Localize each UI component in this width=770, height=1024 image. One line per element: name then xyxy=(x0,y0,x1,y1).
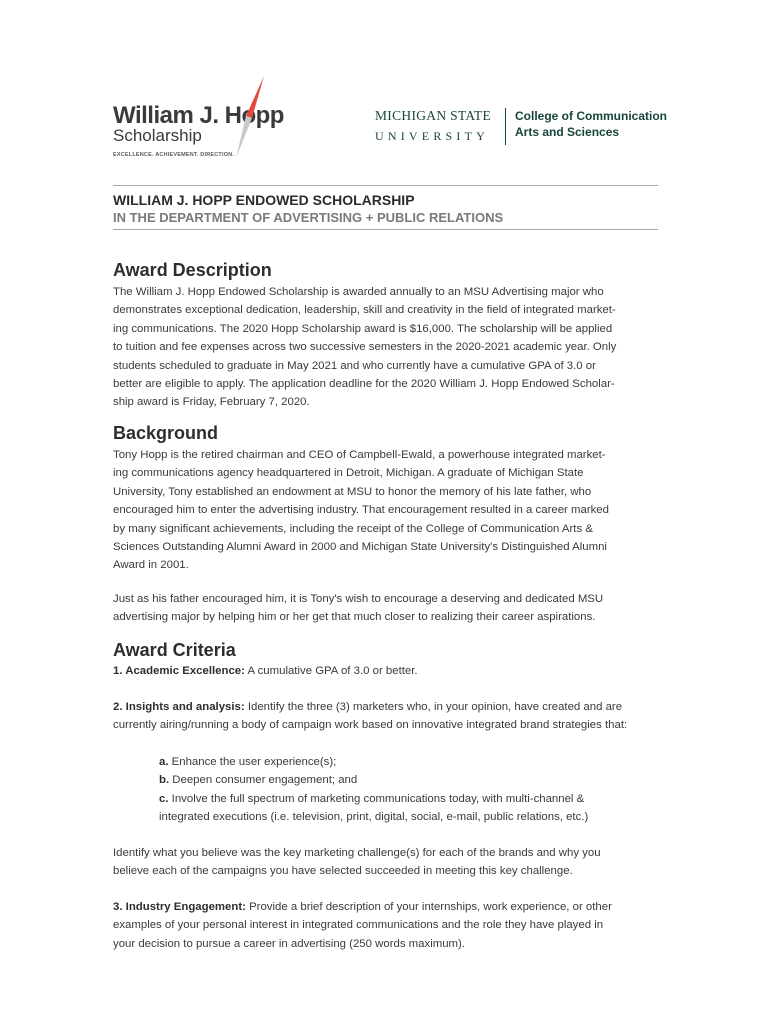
document-title: WILLIAM J. HOPP ENDOWED SCHOLARSHIP xyxy=(113,192,415,208)
msu-college-logo xyxy=(375,108,668,148)
text-line: Tony Hopp is the retired chairman and CEO of Campbell-Ewald, a powerhouse integrated market- xyxy=(113,449,606,461)
background-heading: Background xyxy=(113,423,219,443)
hopp-scholarship-logo xyxy=(113,80,303,162)
text-line: better are eligible to apply. The application deadline for the 2020 William J. Hopp Endowed Scholar- xyxy=(113,378,615,391)
criterion-1-text: A cumulative GPA of 3.0 or better. xyxy=(244,665,418,677)
criterion-2 xyxy=(113,698,658,735)
college-name-line2: Arts and Sciences xyxy=(515,125,620,139)
text-line: by many significant achievements, including the receipt of the College of Communication Arts & xyxy=(113,522,593,535)
text-line: Identify what you believe was the key marketing challenge(s) for each of the brands and why you xyxy=(113,847,601,859)
text-line: ing communications. The 2020 Hopp Scholarship award is $16,000. The scholarship will be applied xyxy=(113,322,613,335)
sublist-item-a xyxy=(159,753,659,771)
hopp-logo-sub: Scholarship xyxy=(113,126,202,145)
sublist-text-b: Deepen consumer engagement; and xyxy=(169,774,358,787)
hopp-logo-tagline: EXCELLENCE. ACHIEVEMENT. DIRECTION. xyxy=(113,152,235,158)
document-subtitle: IN THE DEPARTMENT OF ADVERTISING + PUBLIC RELATIONS xyxy=(113,210,504,225)
background-paragraph-1 xyxy=(113,446,658,575)
text-line xyxy=(113,698,658,716)
award-description-heading: Award Description xyxy=(113,260,272,280)
sublist-item-b xyxy=(159,771,659,789)
criterion-2-text: Identify the three (3) marketers who, in your opinion, have created and are xyxy=(244,701,623,713)
title-top-rule xyxy=(113,185,658,186)
text-line: encouraged him to enter the advertising industry. That encouragement resulted in a career marked xyxy=(113,504,609,517)
title-bottom-rule xyxy=(113,229,658,230)
text-line: to tuition and fee expenses across two successive semesters in the 2020-2021 academic year. Only xyxy=(113,341,617,354)
text-line: ing communications agency headquartered in Detroit, Michigan. A graduate of Michigan State xyxy=(113,467,584,480)
hopp-logo-name: William J. Hopp xyxy=(113,102,284,129)
text-line: your decision to pursue a career in advertising (250 words maximum). xyxy=(113,937,465,950)
text-line: University, Tony established an endowment at MSU to honor the memory of his late father, who xyxy=(113,485,592,498)
sublist-label-a: a. xyxy=(159,756,169,768)
college-name-line1: College of Communication xyxy=(515,109,668,123)
text-line: currently airing/running a body of campaign work based on innovative integrated brand strategies that: xyxy=(113,719,628,732)
text-line: students scheduled to graduate in May 2021 and who currently have a cumulative GPA of 3.0 or xyxy=(113,359,596,372)
text-line xyxy=(113,662,658,680)
criterion-2-sublist xyxy=(159,753,659,827)
text-line: examples of your personal interest in integrated communications and the role they have played in xyxy=(113,919,604,932)
sublist-label-b: b. xyxy=(159,774,170,787)
text-line: The William J. Hopp Endowed Scholarship is awarded annually to an MSU Advertising major who xyxy=(113,286,604,298)
sublist-text-c: Involve the full spectrum of marketing communications today, with multi-channel & xyxy=(168,792,585,805)
msu-wordmark-line1: MICHIGAN STATE xyxy=(375,108,491,123)
text-line: Award in 2001. xyxy=(113,559,189,572)
compass-needle-icon xyxy=(216,76,268,164)
criterion-1 xyxy=(113,662,658,680)
award-criteria-heading: Award Criteria xyxy=(113,640,236,660)
msu-wordmark-line2: UNIVERSITY xyxy=(375,129,489,143)
sublist-item-c xyxy=(159,790,659,808)
criterion-3-text: Provide a brief description of your internships, work experience, or other xyxy=(245,901,612,913)
criterion-3 xyxy=(113,898,658,953)
text-line xyxy=(113,898,658,916)
criterion-2-label: 2. Insights and analysis: xyxy=(113,701,245,713)
identify-paragraph xyxy=(113,844,658,881)
sublist-text-a: Enhance the user experience(s); xyxy=(168,756,337,768)
logo-divider xyxy=(505,108,506,145)
text-line: Sciences Outstanding Alumni Award in 2000 and Michigan State University's Distinguished Alumni xyxy=(113,541,607,554)
text-line: advertising major by helping him or her get that much closer to realizing their career aspirations. xyxy=(113,611,596,624)
sublist-label-c: c. xyxy=(159,792,169,805)
text-line: integrated executions (i.e. television, print, digital, social, e-mail, public relations, etc.) xyxy=(159,811,589,824)
background-paragraph-2 xyxy=(113,590,658,627)
criterion-3-label: 3. Industry Engagement: xyxy=(113,901,246,913)
award-description-paragraph xyxy=(113,283,658,412)
text-line: believe each of the campaigns you have selected succeeded in meeting this key challenge. xyxy=(113,865,573,878)
criterion-1-label: 1. Academic Excellence: xyxy=(113,665,245,677)
text-line: demonstrates exceptional dedication, leadership, skill and creativity in the field of integrated market- xyxy=(113,304,616,317)
text-line: Just as his father encouraged him, it is Tony's wish to encourage a deserving and dedicated MSU xyxy=(113,593,604,605)
text-line: ship award is Friday, February 7, 2020. xyxy=(113,396,310,409)
